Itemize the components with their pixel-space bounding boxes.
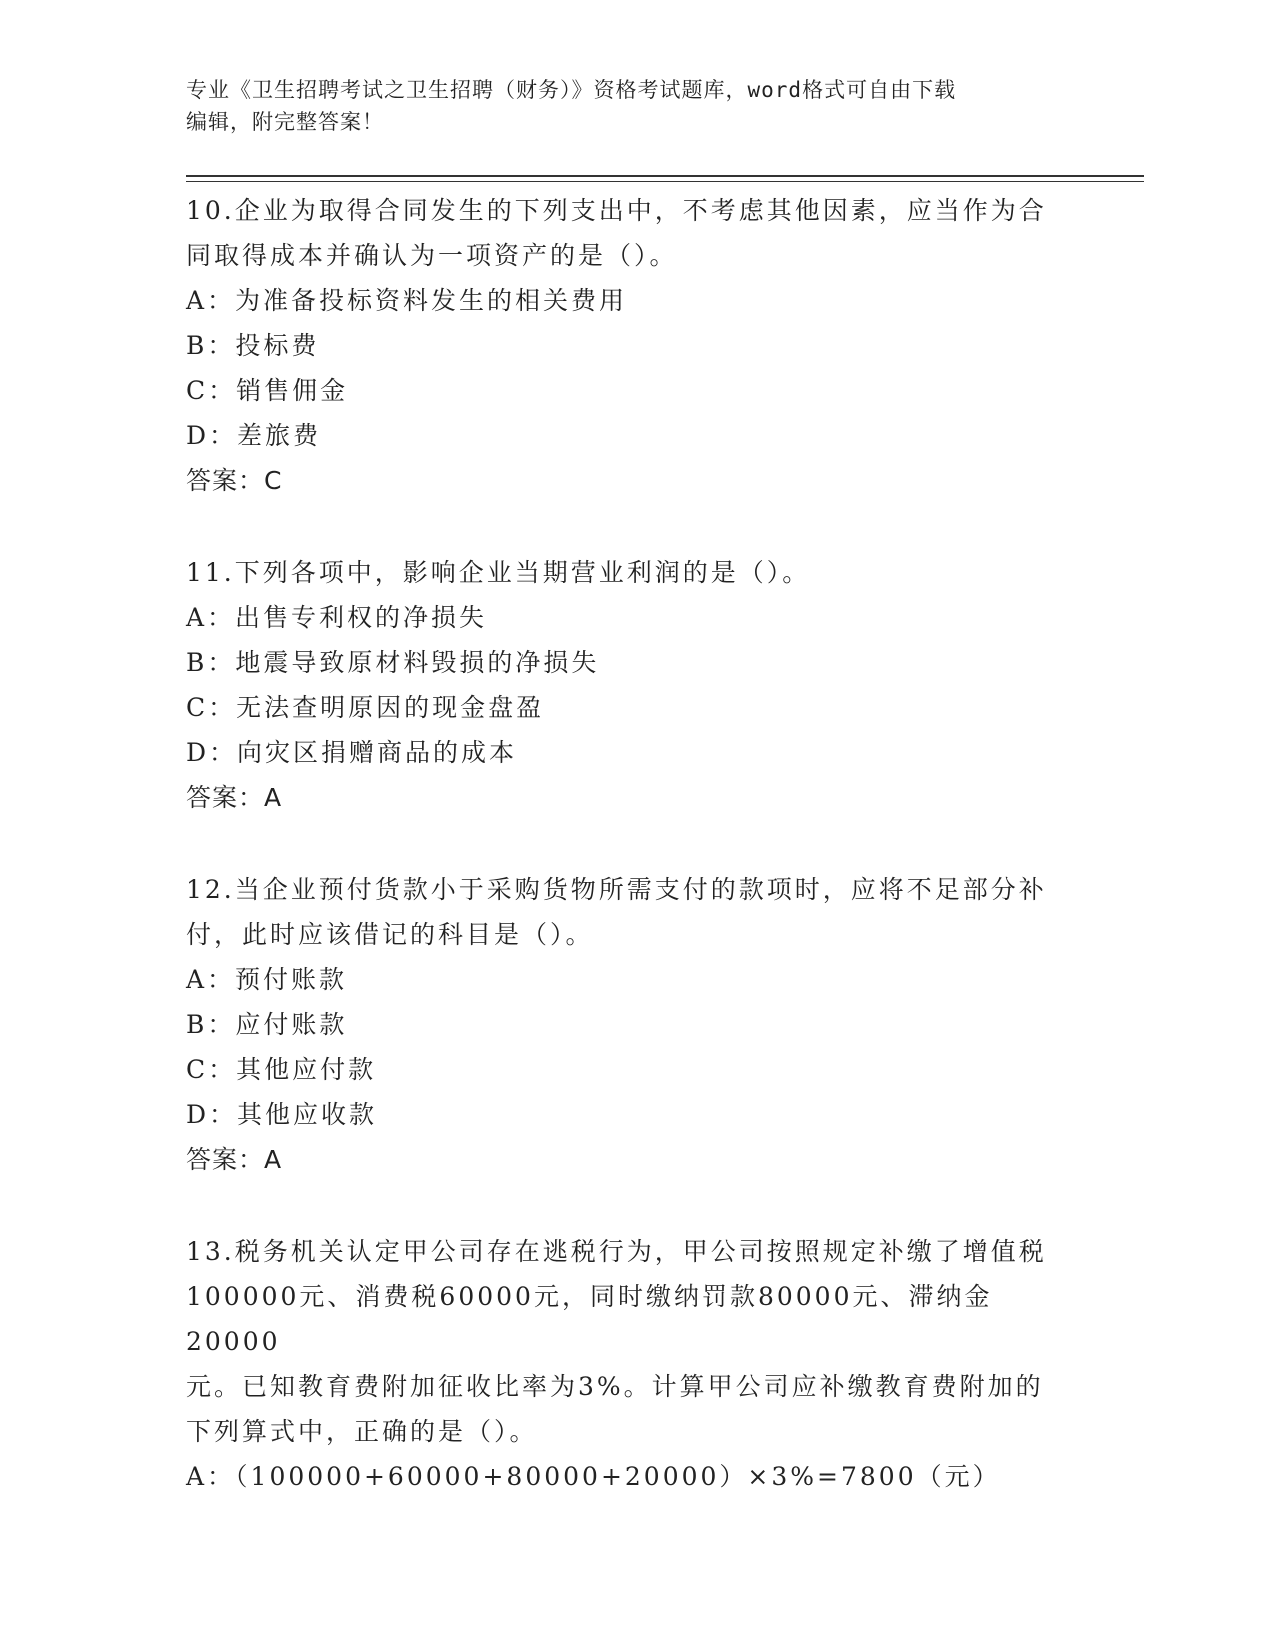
- option-a: A：预付账款: [186, 965, 348, 994]
- option-c: C：销售佣金: [186, 376, 349, 405]
- answer-label: 答案：A: [186, 1145, 283, 1174]
- option-d: D：差旅费: [186, 421, 322, 450]
- option-d: D：其他应收款: [186, 1100, 378, 1129]
- question-11: [186, 550, 1066, 820]
- question-stem-line: 13.税务机关认定甲公司存在逃税行为，甲公司按照规定补缴了增值税: [186, 1237, 1047, 1266]
- option-a: A：（100000+60000+80000+20000）×3%=7800（元）: [186, 1462, 1001, 1491]
- option-c: C：其他应付款: [186, 1055, 377, 1084]
- document-header: [186, 74, 1066, 138]
- option-b: B：应付账款: [186, 1010, 348, 1039]
- option-b: B：投标费: [186, 331, 320, 360]
- option-b: B：地震导致原材料毁损的净损失: [186, 648, 600, 677]
- question-stem-line: 12.当企业预付货款小于采购货物所需支付的款项时，应将不足部分补: [186, 875, 1047, 904]
- question-stem-line: 100000元、消费税60000元，同时缴纳罚款80000元、滞纳金20000: [186, 1282, 993, 1356]
- header-line-1: 专业《卫生招聘考试之卫生招聘（财务）》资格考试题库，word格式可自由下载: [186, 78, 957, 102]
- option-c: C：无法查明原因的现金盘盈: [186, 693, 545, 722]
- header-divider-thin: [186, 181, 1144, 182]
- answer-label: 答案：A: [186, 783, 283, 812]
- question-13: [186, 1229, 1066, 1499]
- header-divider-thick: [186, 175, 1144, 177]
- question-10: [186, 188, 1066, 503]
- option-a: A：出售专利权的净损失: [186, 603, 488, 632]
- question-stem-line: 付，此时应该借记的科目是（）。: [186, 920, 594, 949]
- answer-label: 答案：C: [186, 466, 283, 495]
- option-d: D：向灾区捐赠商品的成本: [186, 738, 518, 767]
- question-stem-line: 同取得成本并确认为一项资产的是（）。: [186, 241, 678, 270]
- question-12: [186, 867, 1066, 1182]
- option-a: A：为准备投标资料发生的相关费用: [186, 286, 628, 315]
- question-list: [186, 188, 1066, 1546]
- question-stem-line: 下列算式中，正确的是（）。: [186, 1417, 538, 1446]
- question-stem-line: 11.下列各项中，影响企业当期营业利润的是（）。: [186, 558, 811, 587]
- header-line-2: 编辑，附完整答案！: [186, 110, 384, 134]
- question-stem-line: 元。已知教育费附加征收比率为3%。计算甲公司应补缴教育费附加的: [186, 1372, 1044, 1401]
- question-stem-line: 10.企业为取得合同发生的下列支出中，不考虑其他因素，应当作为合: [186, 196, 1047, 225]
